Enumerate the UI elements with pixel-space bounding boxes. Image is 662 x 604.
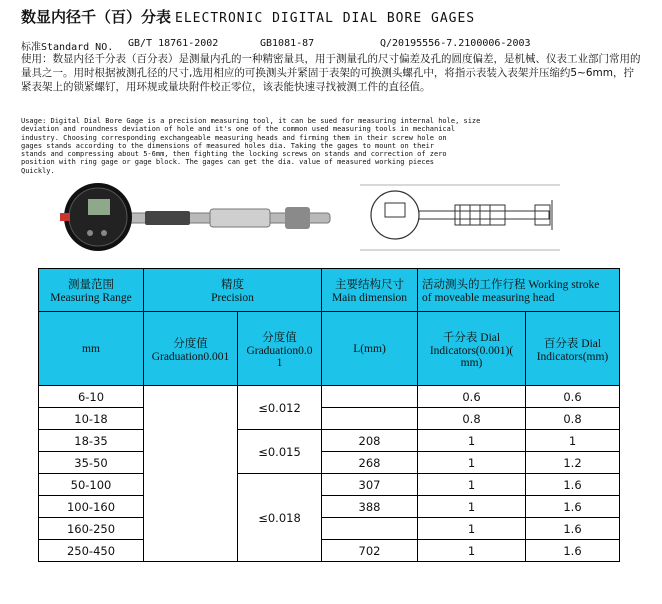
subheader-dial-001 bbox=[418, 312, 526, 386]
cell-dial1: 1 bbox=[418, 518, 526, 540]
table-row bbox=[39, 540, 620, 562]
subheader-grad2-en: Graduation0.0 bbox=[246, 344, 313, 357]
cell-dial2: 0.8 bbox=[526, 408, 620, 430]
cell-dial2: 1.6 bbox=[526, 496, 620, 518]
product-photo bbox=[30, 175, 340, 265]
cell-dial1: 1 bbox=[418, 540, 526, 562]
subheader-dial1-b: Indicators(0.001)( bbox=[429, 344, 514, 357]
cell-dial1: 1 bbox=[418, 452, 526, 474]
header-range-cn: 测量范围 bbox=[68, 279, 114, 291]
subheader-graduation-001 bbox=[144, 312, 238, 386]
cell-range: 10-18 bbox=[39, 408, 144, 430]
subheader-dial2-a: 百分表 Dial bbox=[543, 337, 602, 350]
cell-L bbox=[322, 408, 418, 430]
cell-dial2: 0.6 bbox=[526, 386, 620, 408]
usage-chinese: 使用：数显内径千分表（百分表）是测量内孔的一种精密量具，用于测量孔的尺寸偏差及孔的圆度偏差，是机械、仪表工业部门常用的量具之一。用时根据被测孔径的尺寸,选用相应的可换测头并紧固于表架的可换测头螺孔中，将指示表装入表架并压缩约5~6mm，拧紧表架上的锁紧螺钉，用环规或量块附件校正零位，该表能快速寻找被测工件的直径值。 bbox=[21, 53, 641, 93]
cell-dial2: 1.2 bbox=[526, 452, 620, 474]
technical-drawing bbox=[340, 175, 580, 265]
standard-item-3: Q/20195556-7.2100006-2003 bbox=[380, 38, 531, 49]
table-subheader-row bbox=[39, 312, 620, 386]
subheader-mm: mm bbox=[39, 312, 144, 386]
subheader-dial-mm bbox=[526, 312, 620, 386]
table-row bbox=[39, 474, 620, 496]
table-row bbox=[39, 386, 620, 408]
cell-L: 208 bbox=[322, 430, 418, 452]
header-main-en: Main dimension bbox=[331, 292, 408, 304]
table-header-row bbox=[39, 269, 620, 312]
title-cn: 数显内径千（百）分表 bbox=[21, 8, 172, 26]
header-stroke-cn: 活动测头的工作行程 bbox=[422, 279, 526, 291]
cell-dial2: 1 bbox=[526, 430, 620, 452]
standard-item-2: GB1081-87 bbox=[260, 38, 315, 49]
standard-label: 标准Standard NO. bbox=[21, 42, 114, 53]
cell-range: 160-250 bbox=[39, 518, 144, 540]
subheader-grad2-en-b: 1 bbox=[276, 356, 283, 369]
cell-L bbox=[322, 386, 418, 408]
cell-L: 268 bbox=[322, 452, 418, 474]
standard-item-1: GB/T 18761-2002 bbox=[128, 38, 219, 49]
cell-range: 100-160 bbox=[39, 496, 144, 518]
header-precision-cn: 精度 bbox=[221, 279, 244, 291]
subheader-grad1-cn: 分度值 bbox=[173, 337, 208, 350]
title-en: ELECTRONIC DIGITAL DIAL BORE GAGES bbox=[175, 11, 476, 26]
header-precision-en: Precision bbox=[211, 292, 254, 304]
cell-dial1: 1 bbox=[418, 496, 526, 518]
cell-graduation-001 bbox=[144, 386, 238, 562]
table-row bbox=[39, 430, 620, 452]
header-precision bbox=[144, 269, 322, 312]
cell-L: 307 bbox=[322, 474, 418, 496]
cell-L: 702 bbox=[322, 540, 418, 562]
usage-english: Usage: Digital Dial Bore Gage is a precision measuring tool, it can be sued for measuring internal hole, size deviation and roundness deviation of hole and it's one of the common used measuring tools in mechanical industry. Choosing corresponding exchangeable measuring heads and firming them in their screw hole on gages stands according to the dimensions of measured holes dia. Taking the gages to mount on their stands and compressing about 5-6mm, then fighting the locking screws on stands and correction of zero position with ring gage or gage block. The gages can get the dia. value of measured working pieces Quickly. bbox=[21, 117, 481, 175]
subheader-dial1-c: mm) bbox=[460, 356, 483, 369]
cell-range: 35-50 bbox=[39, 452, 144, 474]
header-range-en: Measuring Range bbox=[50, 292, 132, 304]
subheader-graduation-01 bbox=[238, 312, 322, 386]
cell-range: 18-35 bbox=[39, 430, 144, 452]
cell-dial2: 1.6 bbox=[526, 540, 620, 562]
cell-precision: ≤0.018 bbox=[238, 474, 322, 562]
subheader-grad2-cn: 分度值 bbox=[262, 331, 297, 344]
header-stroke-en-a: Working stroke bbox=[528, 279, 600, 291]
cell-range: 6-10 bbox=[39, 386, 144, 408]
cell-precision: ≤0.015 bbox=[238, 430, 322, 474]
page-title bbox=[21, 6, 475, 27]
header-stroke-en-b: of moveable measuring head bbox=[422, 292, 555, 304]
header-working-stroke bbox=[418, 269, 620, 312]
header-range bbox=[39, 269, 144, 312]
header-main-cn: 主要结构尺寸 bbox=[335, 279, 404, 291]
cell-dial2: 1.6 bbox=[526, 474, 620, 496]
cell-dial1: 1 bbox=[418, 474, 526, 496]
cell-L bbox=[322, 518, 418, 540]
table-row bbox=[39, 496, 620, 518]
cell-dial1: 0.8 bbox=[418, 408, 526, 430]
subheader-L: L(mm) bbox=[322, 312, 418, 386]
subheader-dial2-b: Indicators(mm) bbox=[536, 350, 609, 363]
header-main-dimension bbox=[322, 269, 418, 312]
cell-precision: ≤0.012 bbox=[238, 386, 322, 430]
cell-dial1: 0.6 bbox=[418, 386, 526, 408]
subheader-grad1-en: Graduation0.001 bbox=[151, 350, 230, 363]
subheader-dial1-a: 千分表 Dial bbox=[442, 331, 501, 344]
cell-range: 50-100 bbox=[39, 474, 144, 496]
table-row bbox=[39, 452, 620, 474]
table-row bbox=[39, 518, 620, 540]
cell-L: 388 bbox=[322, 496, 418, 518]
cell-range: 250-450 bbox=[39, 540, 144, 562]
table-row bbox=[39, 408, 620, 430]
cell-dial1: 1 bbox=[418, 430, 526, 452]
cell-dial2: 1.6 bbox=[526, 518, 620, 540]
spec-table bbox=[38, 268, 620, 562]
